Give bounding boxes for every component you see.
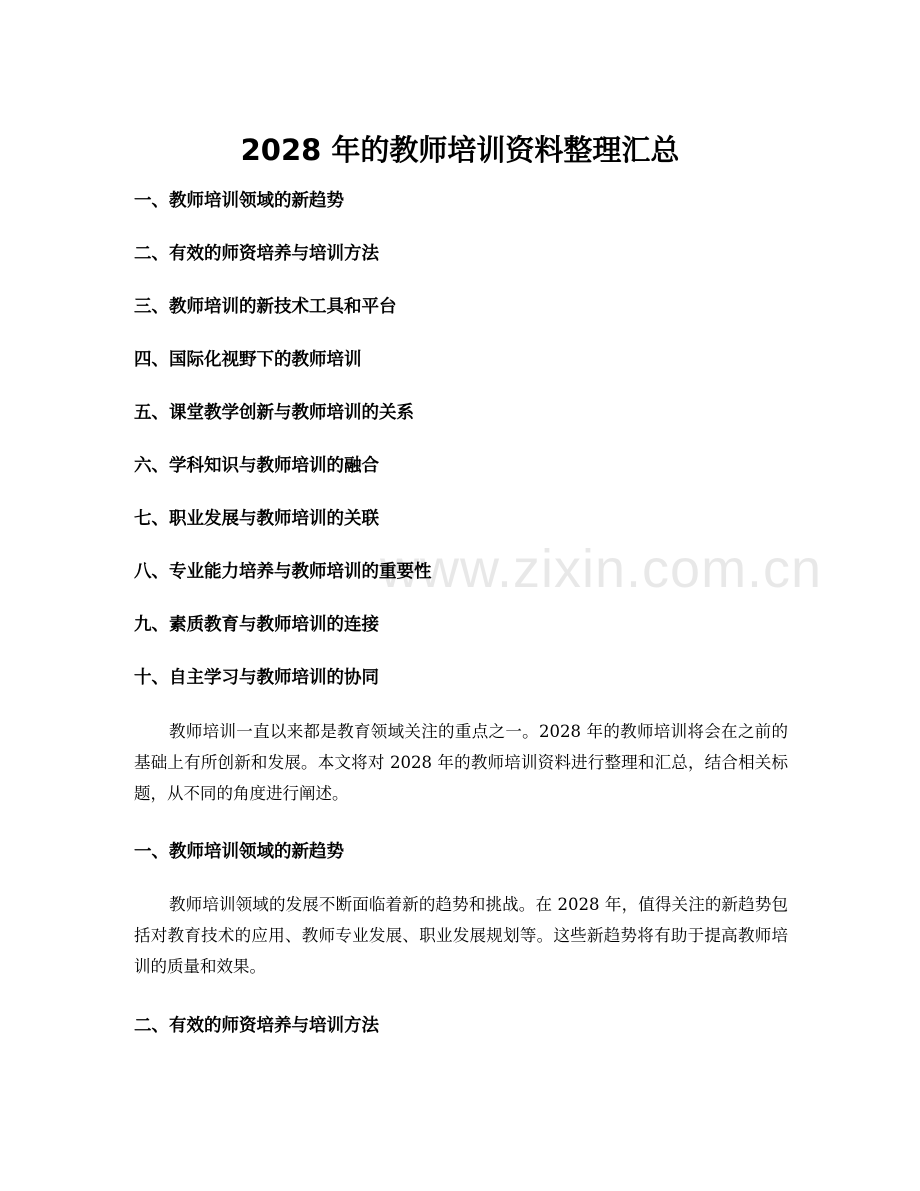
toc-item: 七、职业发展与教师培训的关联 [134,509,379,529]
section-heading: 一、教师培训领域的新趋势 [134,842,344,862]
toc-item: 六、学科知识与教师培训的融合 [134,456,379,476]
watermark: www.zixin.com.cn [380,539,823,599]
table-of-contents [134,186,794,716]
toc-item: 一、教师培训领域的新趋势 [134,191,344,211]
intro-paragraph: 教师培训一直以来都是教育领域关注的重点之一。2028 年的教师培训将会在之前的基础上有所创新和发展。本文将对 2028 年的教师培训资料进行整理和汇总，结合相关标题，从不同的角度进行阐述。 [134,722,788,803]
toc-item: 三、教师培训的新技术工具和平台 [134,297,397,317]
toc-item: 十、自主学习与教师培训的协同 [134,668,379,688]
toc-item: 八、专业能力培养与教师培训的重要性 [134,562,432,582]
toc-item: 四、国际化视野下的教师培训 [134,350,362,370]
document-title: 2028 年的教师培训资料整理汇总 [240,133,680,168]
section-heading: 二、有效的师资培养与培训方法 [134,1016,379,1036]
toc-item: 五、课堂教学创新与教师培训的关系 [134,403,414,423]
section-paragraph: 教师培训领域的发展不断面临着新的趋势和挑战。在 2028 年，值得关注的新趋势包括对教育技术的应用、教师专业发展、职业发展规划等。这些新趋势将有助于提高教师培训的质量和效果。 [134,895,788,976]
toc-item: 九、素质教育与教师培训的连接 [134,615,379,635]
toc-item: 二、有效的师资培养与培训方法 [134,244,379,264]
